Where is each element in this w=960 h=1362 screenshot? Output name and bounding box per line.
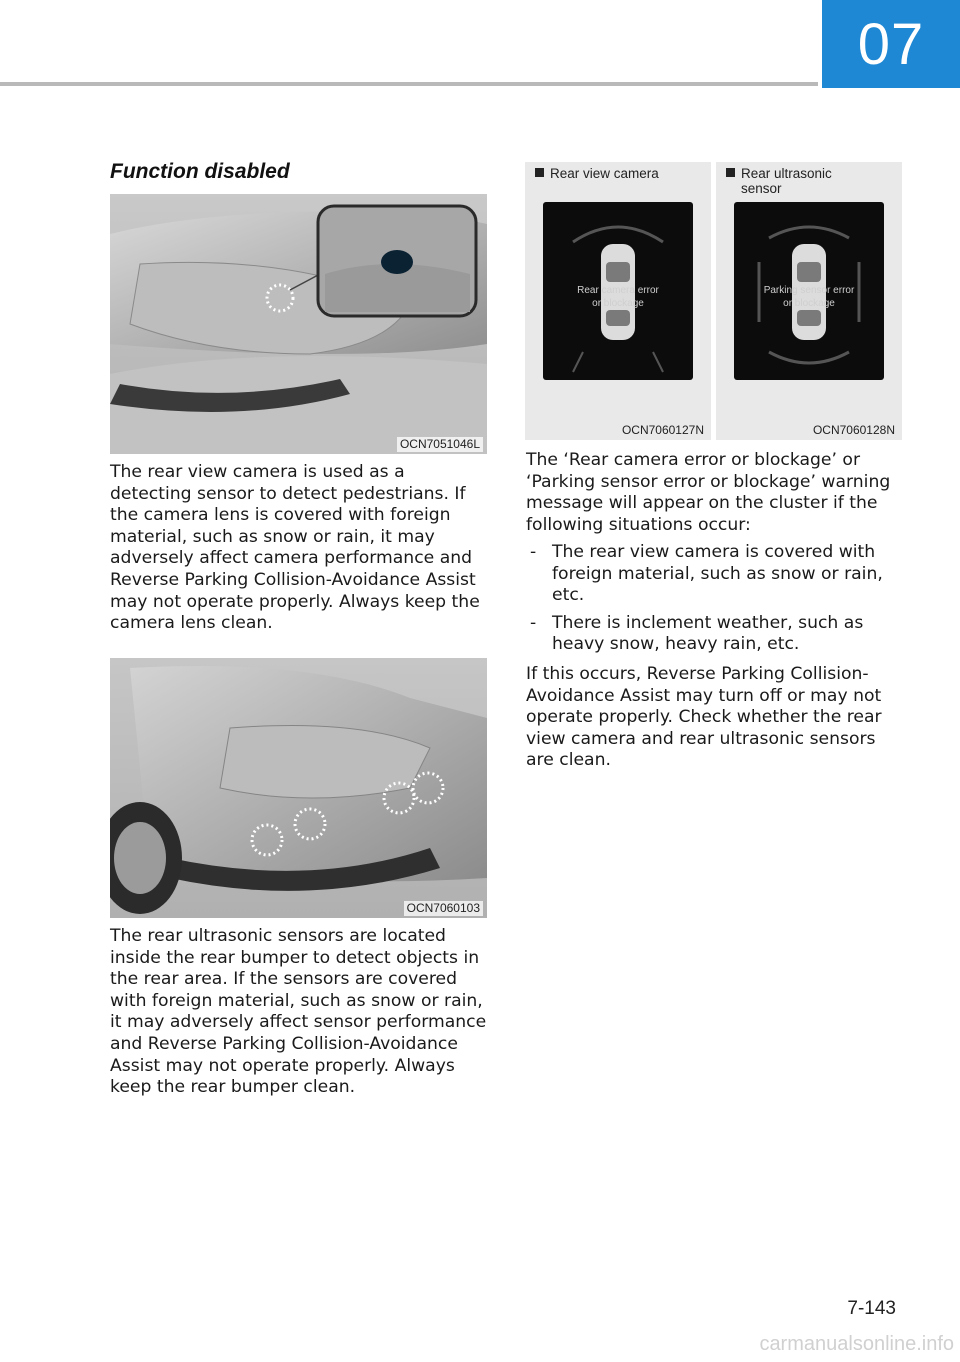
- camera-paragraph: The rear view camera is used as a detecting sensor to detect pedestrians. If the camera lens is covered with foreign material, such as snow or rain, it may adversely affect camera performance and Reverse Parking Collision-Avoidance Assist may not operate properly. Always keep the camera lens clean.: [110, 462, 480, 634]
- list-item-text: The rear view camera is covered with foreign material, such as snow or rain, etc.: [552, 542, 883, 606]
- cluster-display: [734, 202, 884, 380]
- list-item: [526, 613, 906, 656]
- watermark: carmanualsonline.info: [759, 1333, 954, 1355]
- panel-caption: [726, 166, 896, 196]
- list-item-text: There is inclement weather, such as heavy snow, heavy rain, etc.: [552, 612, 864, 655]
- panel-caption: [535, 166, 705, 181]
- rear-camera-panel: [525, 162, 711, 440]
- list-dash: -: [530, 612, 537, 633]
- camera-location-figure: [110, 194, 487, 454]
- sensor-paragraph: The rear ultrasonic sensors are located inside the rear bumper to detect objects in the rear area. If the sensors are covered with foreign material, such as snow or rain, it may adversely affect sensor performance and Reverse Parking Collision-Avoidance Assist may not operate properly. Always keep the rear bumper clean.: [110, 926, 487, 1098]
- warning-message-line: Rear camera error: [577, 285, 659, 296]
- header-rule: [0, 82, 818, 86]
- car-rear-sensors-illustration: [110, 658, 487, 918]
- figure-code: OCN7051046L: [397, 437, 483, 452]
- warning-message: [543, 284, 693, 310]
- figure-code: OCN7060103: [404, 901, 483, 916]
- rear-sensor-panel: [716, 162, 902, 440]
- warning-message-line: or blockage: [592, 298, 644, 309]
- warning-intro-paragraph: The ‘Rear camera error or blockage’ or ‘Parking sensor error or blockage’ warning message will appear on the cluster if the following situations occur:: [526, 450, 891, 535]
- panel-caption-text: Rear ultrasonic: [741, 166, 832, 181]
- list-dash: -: [530, 542, 537, 562]
- square-bullet-icon: [726, 168, 735, 177]
- figure-code: OCN7060128N: [812, 423, 895, 437]
- page-number: 7-143: [847, 1298, 896, 1319]
- car-rear-camera-illustration: [110, 194, 487, 454]
- panel-caption-text: sensor: [741, 181, 782, 196]
- warning-message: [734, 284, 884, 310]
- square-bullet-icon: [535, 168, 544, 177]
- figure-code: OCN7060127N: [621, 423, 704, 437]
- chapter-tab: 07: [822, 0, 960, 88]
- warning-message-line: Parking sensor error: [763, 285, 855, 296]
- cluster-display: [543, 202, 693, 380]
- situation-list: [526, 542, 906, 662]
- sensor-location-figure: [110, 658, 487, 918]
- outcome-paragraph: If this occurs, Reverse Parking Collision-Avoidance Assist may turn off or may not operate properly. Check whether the rear view camera and rear ultrasonic sensors are clean.: [526, 664, 882, 771]
- warning-message-line: or blockage: [783, 298, 835, 309]
- section-title: Function disabled: [110, 160, 290, 183]
- panel-caption-text: Rear view camera: [550, 166, 659, 181]
- list-item: [526, 542, 906, 607]
